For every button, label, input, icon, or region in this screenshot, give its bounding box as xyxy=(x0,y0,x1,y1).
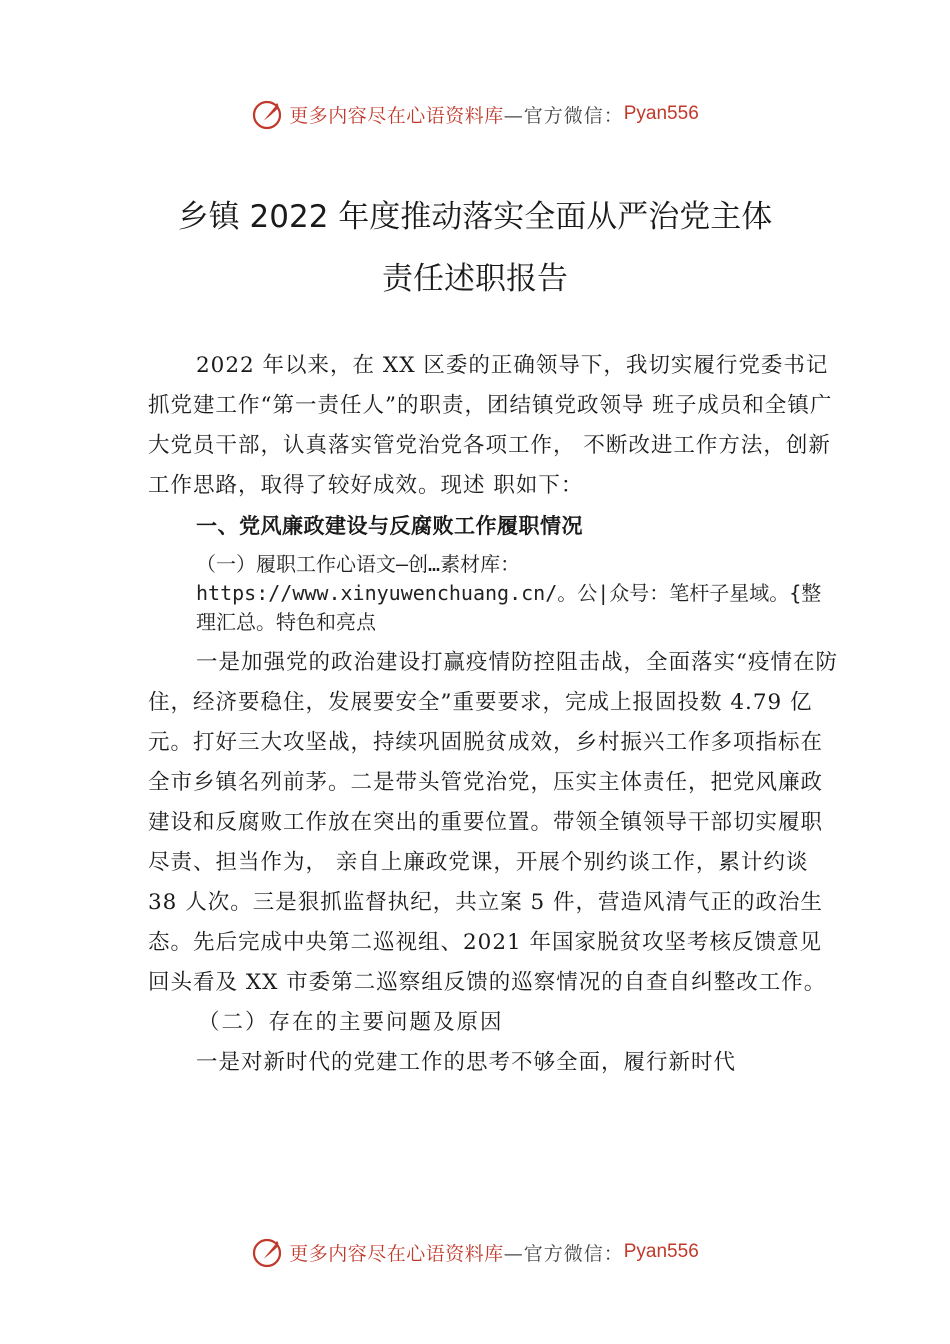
title-line-2: 责任述职报告 xyxy=(382,261,568,297)
section-heading-1: 一、党风廉政建设与反腐败工作履职情况 xyxy=(196,514,583,538)
banner-red-text: 更多内容尽在心语资料库 xyxy=(289,104,504,127)
feather-logo-icon xyxy=(251,1235,285,1269)
footer-banner xyxy=(0,1232,950,1272)
feather-logo-icon xyxy=(251,97,285,131)
header-banner xyxy=(0,94,950,134)
footer-gray-text: —官方微信： xyxy=(503,1242,624,1265)
body-paragraph-1: 一是加强党的政治建设打赢疫情防控阻击战，全面落实“疫情在防住，经济要稳住，发展要安全”重要要求，完成上报固投数 4.79 亿元。打好三大攻坚战，持续巩固脱贫成效，乡村振兴工作多项指标在全市乡镇名列前茅。二是带头管党治党，压实主体责任，把党风廉政建设和反腐败工作放在突出的重要位置。带领全镇领导干部切实履职尽责、担当作为， 亲自上廉政党课，开展个别约谈工作，累计约谈 38 人次。三是狠抓监督执纪，共立案 5 件，营造风清气正的政治生态。先后完成中央第二巡视组、2021 年国家脱贫攻坚考核反馈意见回头看及 XX 市委第二巡察组反馈的巡察情况的自查自纠整改工作。 xyxy=(148,650,838,995)
subsection-heading-1: （一）履职工作心语文—创…素材库：https://www.xinyuwenchuang.cn/。公|众号：笔杆子星域。{整理汇总。特色和亮点 xyxy=(196,552,822,634)
title-line-1: 乡镇 2022 年度推动落实全面从严治党主体 xyxy=(177,199,773,235)
banner-wechat-id: Pyan556 xyxy=(623,103,699,124)
footer-wechat-id: Pyan556 xyxy=(623,1241,699,1262)
document-title xyxy=(0,186,950,310)
banner-gray-text: —官方微信： xyxy=(503,104,624,127)
footer-red-text: 更多内容尽在心语资料库 xyxy=(289,1242,504,1265)
document-body xyxy=(148,346,838,1083)
subsection-heading-2: （二）存在的主要问题及原因 xyxy=(198,1010,504,1035)
intro-paragraph: 2022 年以来，在 XX 区委的正确领导下，我切实履行党委书记抓党建工作“第一责任人”的职责，团结镇党政领导 班子成员和全镇广大党员干部，认真落实管党治党各项工作， 不断改进工作方法，创新工作思路，取得了较好成效。现述 职如下： xyxy=(148,353,833,498)
body-paragraph-2: 一是对新时代的党建工作的思考不够全面，履行新时代 xyxy=(196,1050,737,1075)
